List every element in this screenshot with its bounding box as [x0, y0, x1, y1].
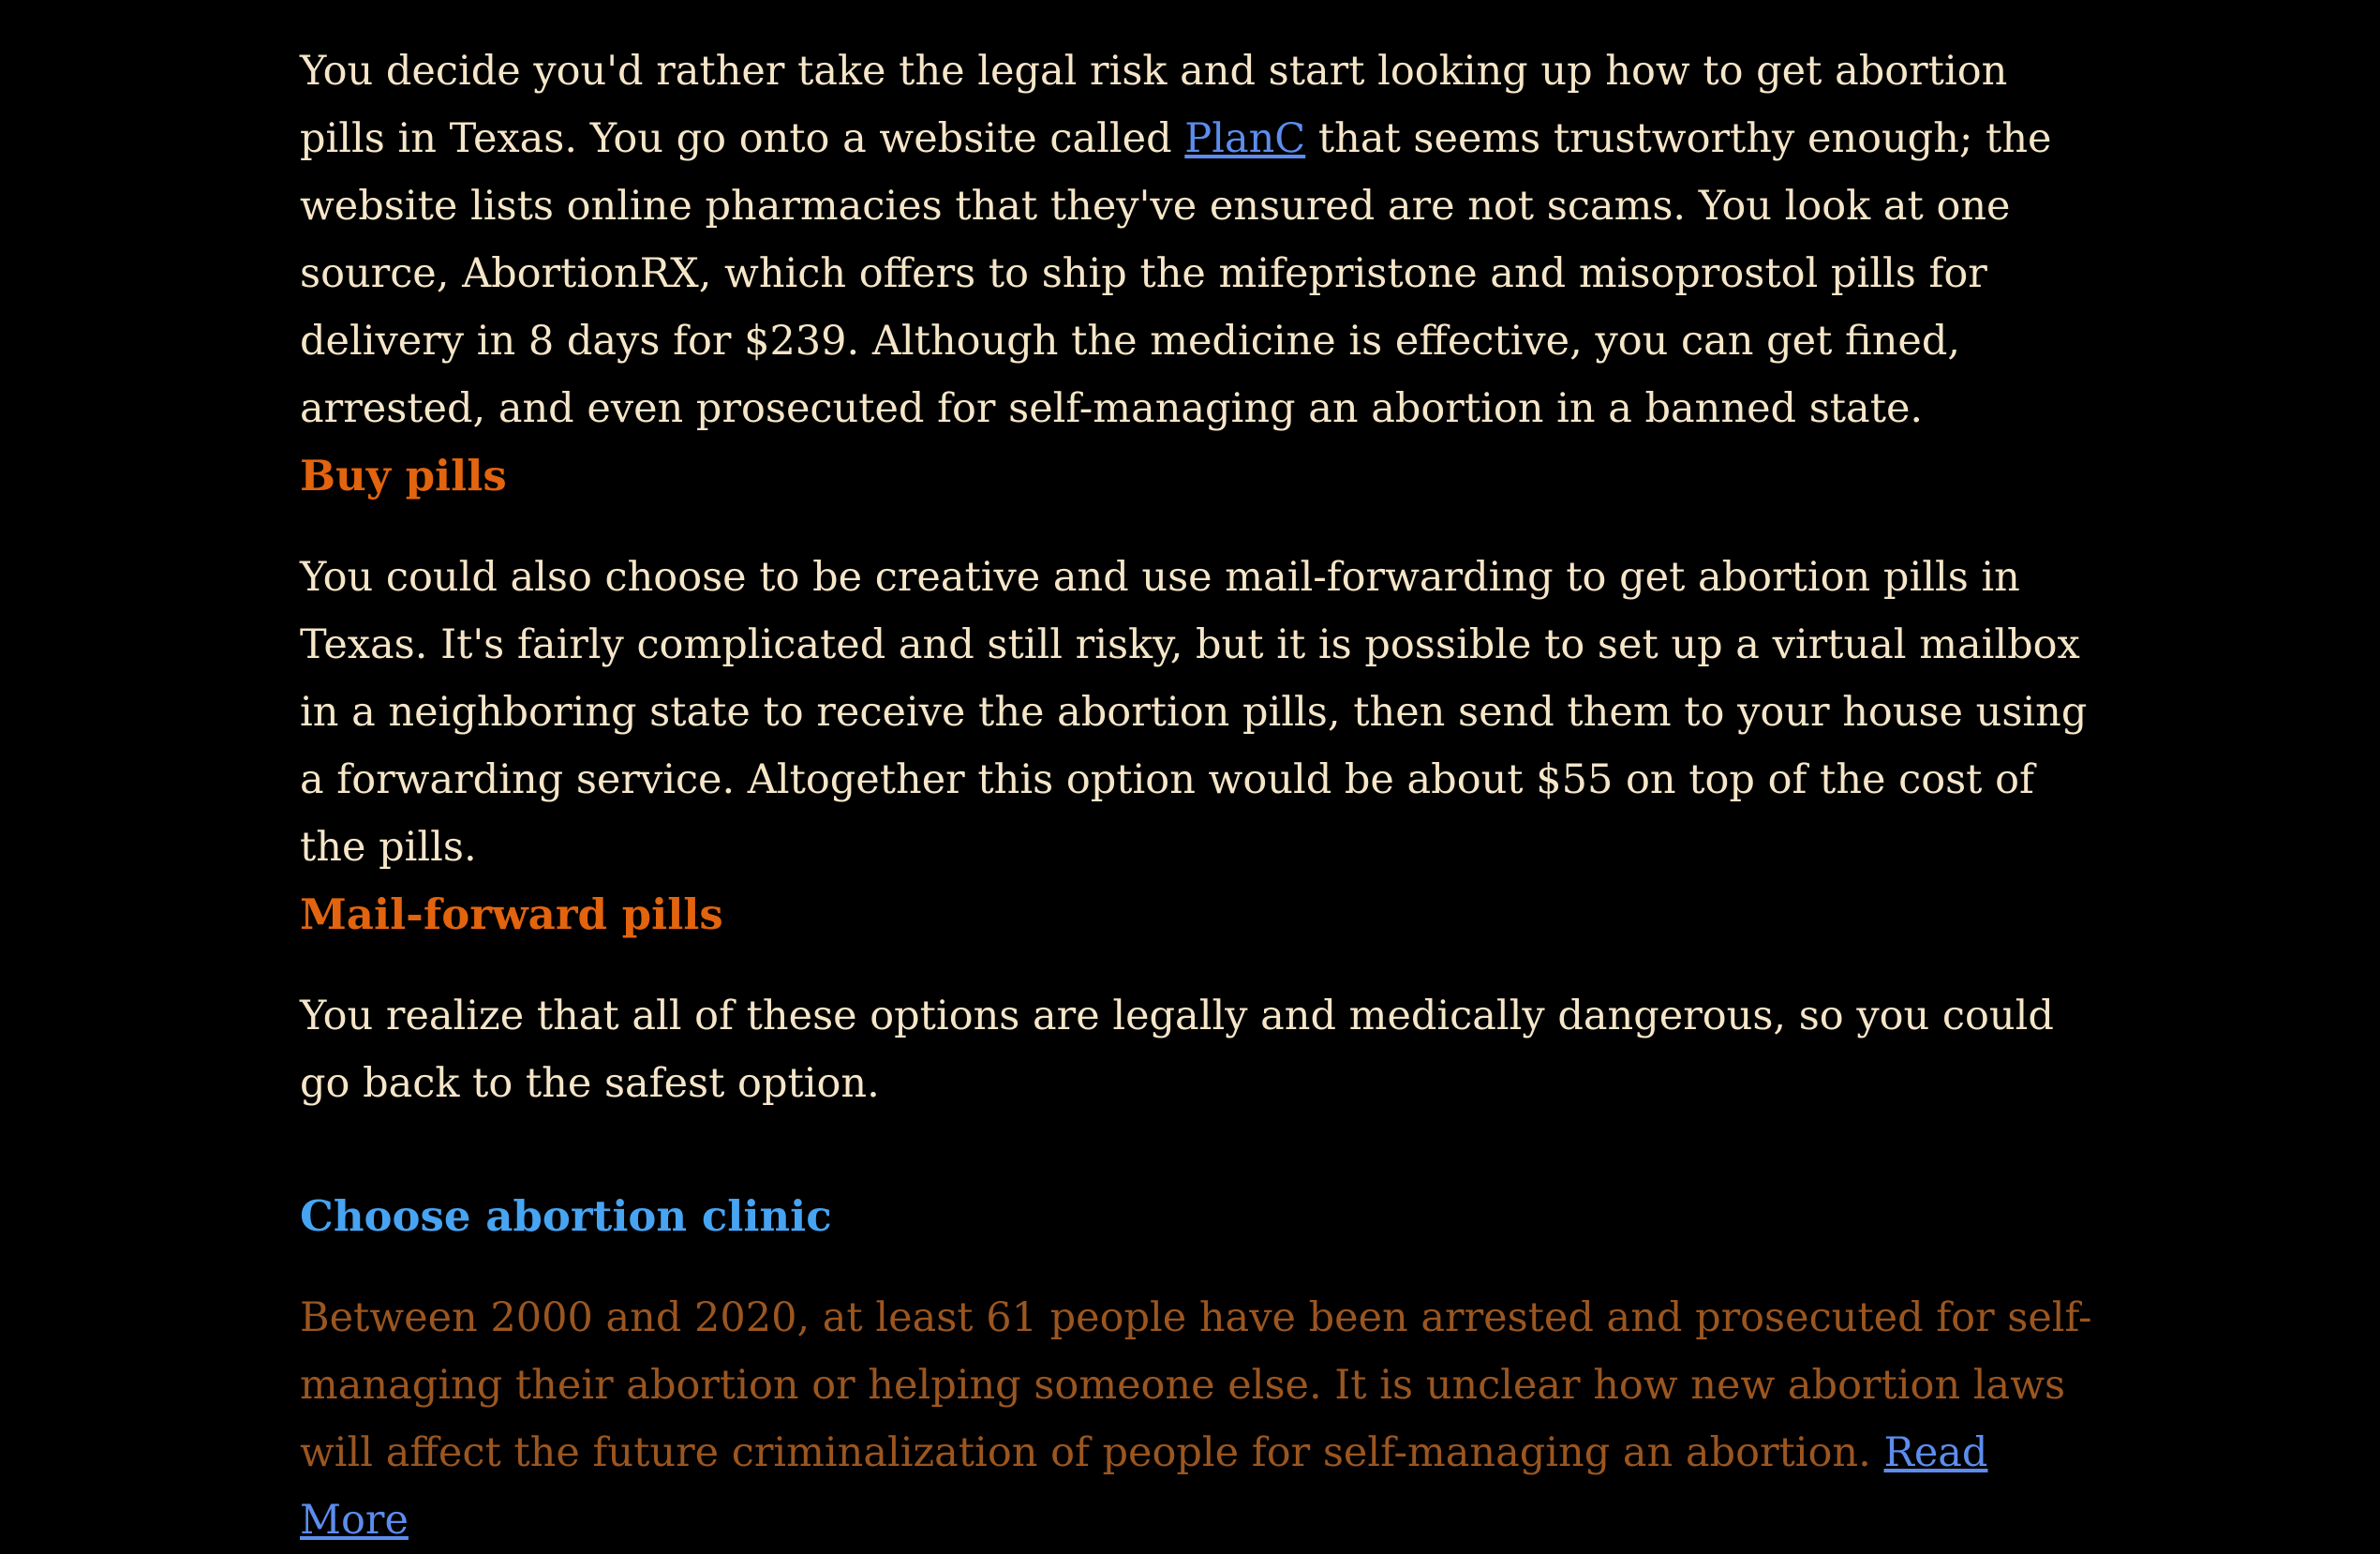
spacer	[300, 949, 2099, 982]
spacer	[300, 1117, 2099, 1183]
choose-abortion-clinic-choice[interactable]: Choose abortion clinic	[300, 1191, 832, 1241]
spacer	[300, 510, 2099, 544]
buy-pills-choice[interactable]: Buy pills	[300, 451, 507, 501]
mail-forwarding-paragraph: You could also choose to be creative and use mail-forwarding to get abortion pills in Texas. It's fairly complicated and still risky, but it is possible to set up a virtual mailbox in a neighboring state to receive the abortion pills, then send them to your house using a forwarding service. Altogether this option would be about $55 on top of the cost of the pills.	[300, 554, 2088, 871]
story-container	[300, 37, 2099, 1554]
read-more-link[interactable]: Read More	[300, 1429, 1988, 1544]
spacer	[300, 1250, 2099, 1284]
pills-paragraph-text-after: that seems trustworthy enough; the website lists online pharmacies that they've ensured are not scams. You look at one source, AbortionRX, which offers to ship the mifepristone and misoprostol pills for delivery in 8 days for $239. Although the medicine is effective, you can get fined, arrested, and even prosecuted for self-managing an abortion in a banned state.	[300, 115, 2052, 432]
criminalization-note	[300, 1284, 2099, 1554]
criminalization-note-text: Between 2000 and 2020, at least 61 people have been arrested and prosecuted for self-managing their abortion or helping someone else. It is unclear how new abortion laws will affect the future criminalization of people for self-managing an abortion.	[300, 1294, 2092, 1476]
mail-forward-pills-choice[interactable]: Mail-forward pills	[300, 889, 723, 939]
danger-paragraph: You realize that all of these options are legally and medically dangerous, so you could go back to the safest option.	[300, 993, 2054, 1107]
pills-paragraph-text-before: You decide you'd rather take the legal risk and start looking up how to get abortion pills in Texas. You go onto a website called	[300, 48, 2008, 162]
pills-paragraph	[300, 37, 2099, 442]
planc-link[interactable]: PlanC	[1184, 115, 1306, 162]
